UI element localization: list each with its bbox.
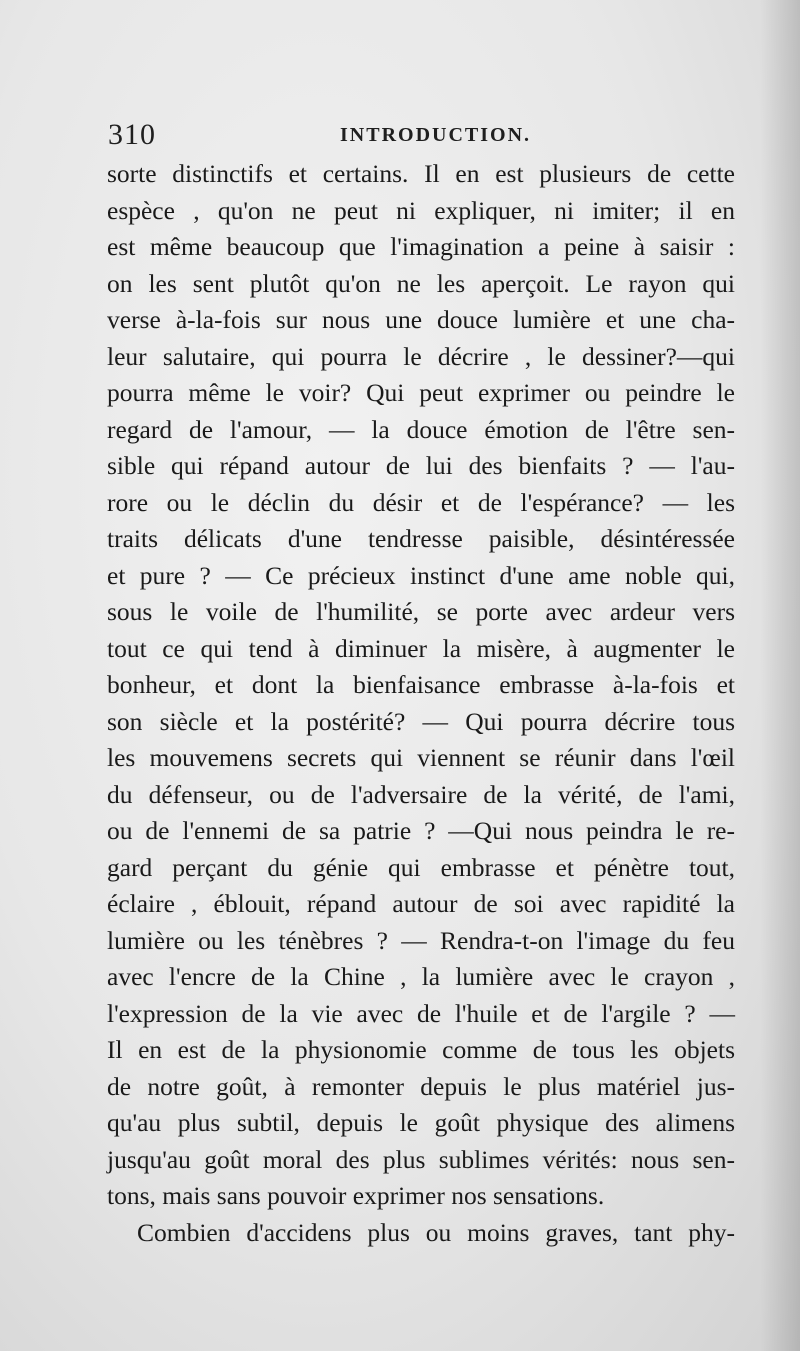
text-line: l'expression de la vie avec de l'huile et de l'argile ? —: [107, 998, 735, 1028]
text-line: sous le voile de l'humilité, se porte avec ardeur vers: [107, 597, 735, 626]
text-line: lumière ou les ténèbres ? — Rendra-t-on l'image du feu: [107, 925, 735, 955]
text-line: est même beaucoup que l'imagination a peine à saisir :: [107, 232, 735, 261]
text-line: regard de l'amour, — la douce émotion de l'être sen-: [107, 414, 735, 444]
text-line: bonheur, et dont la bienfaisance embrasse à-la-fois et: [107, 670, 735, 699]
text-line: de notre goût, à remonter depuis le plus matériel jus-: [107, 1071, 735, 1101]
text-line: Il en est de la physionomie comme de tous les objets: [107, 1035, 735, 1064]
text-line: éclaire , éblouit, répand autour de soi avec rapidité la: [107, 889, 735, 918]
text-line: son siècle et la postérité? — Qui pourra décrire tous: [107, 706, 735, 736]
text-line: sorte distinctifs et certains. Il en est plusieurs de cette: [107, 159, 735, 188]
page-edge-shadow: [760, 0, 800, 1351]
body-text: [107, 156, 735, 1251]
text-line: qu'au plus subtil, depuis le goût physique des alimens: [107, 1108, 735, 1137]
text-line: espèce , qu'on ne peut ni expliquer, ni imiter; il en: [107, 195, 735, 225]
text-line: du défenseur, ou de l'adversaire de la vérité, de l'ami,: [107, 779, 735, 809]
text-line: on les sent plutôt qu'on ne les aperçoit. Le rayon qui: [107, 268, 735, 298]
text-line: avec l'encre de la Chine , la lumière avec le crayon ,: [107, 962, 735, 991]
text-line: verse à-la-fois sur nous une douce lumière et une cha-: [107, 305, 735, 334]
text-line: les mouvemens secrets qui viennent se réunir dans l'œil: [107, 743, 735, 772]
text-line: gard perçant du génie qui embrasse et pénètre tout,: [107, 852, 735, 882]
text-line: jusqu'au goût moral des plus sublimes vérités: nous sen-: [107, 1144, 735, 1174]
text-line: rore ou le déclin du désir et de l'espérance? — les: [107, 487, 735, 517]
text-line: et pure ? — Ce précieux instinct d'une ame noble qui,: [107, 560, 735, 590]
page-number: 310: [108, 118, 156, 151]
text-line: traits délicats d'une tendresse paisible, désintéressée: [107, 524, 735, 553]
text-line: sible qui répand autour de lui des bienfaits ? — l'au-: [107, 451, 735, 480]
running-head: [108, 118, 728, 158]
text-line: leur salutaire, qui pourra le décrire , le dessiner?—qui: [107, 341, 735, 371]
text-line: tout ce qui tend à diminuer la misère, à augmenter le: [107, 633, 735, 663]
text-line: Combien d'accidens plus ou moins graves, tant phy-: [137, 1217, 735, 1247]
text-line: ou de l'ennemi de sa patrie ? —Qui nous peindra le re-: [107, 816, 735, 845]
text-line: pourra même le voir? Qui peut exprimer ou peindre le: [107, 378, 735, 407]
section-title: INTRODUCTION.: [340, 124, 532, 146]
text-line: tons, mais sans pouvoir exprimer nos sensations.: [107, 1181, 605, 1210]
